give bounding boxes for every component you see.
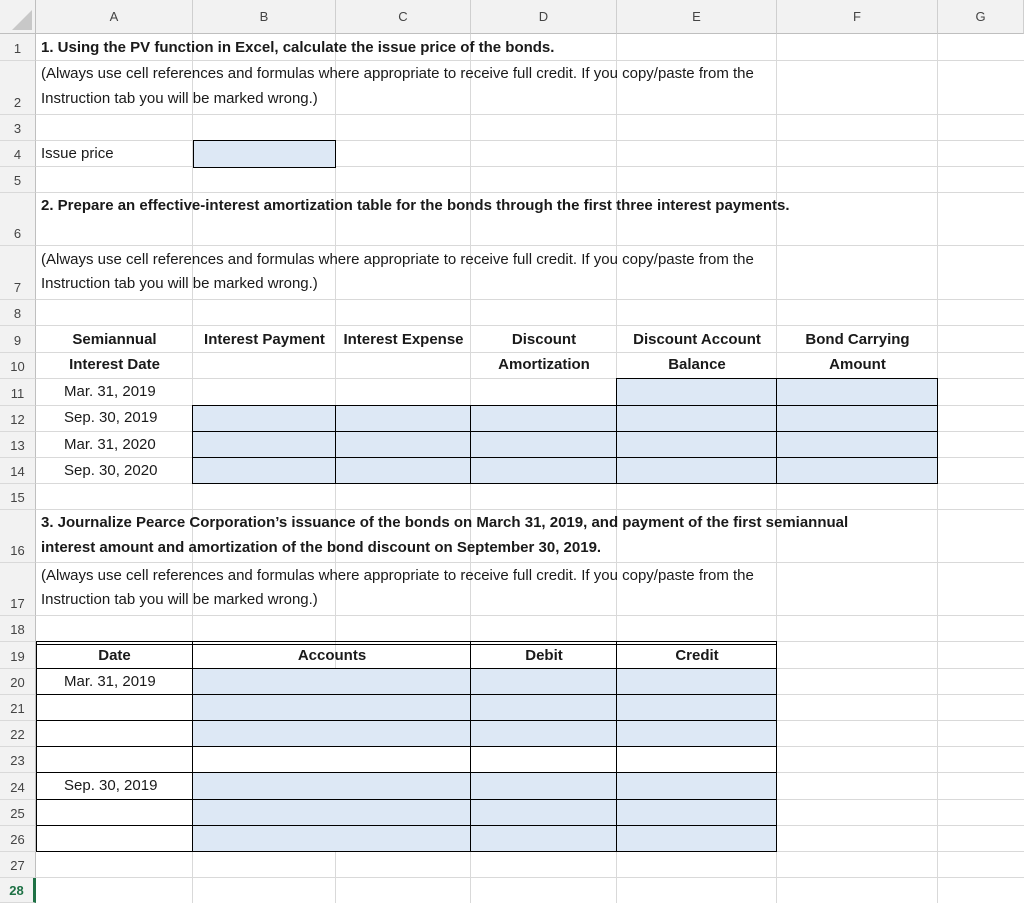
row-header[interactable]: 22 (0, 721, 36, 747)
journal-account-input[interactable] (192, 668, 471, 695)
row-header[interactable]: 10 (0, 353, 36, 379)
column-header-f[interactable]: F (777, 0, 938, 34)
journal-top-border (36, 641, 777, 642)
journal-account-input[interactable] (192, 720, 471, 747)
row-header[interactable]: 7 (0, 246, 36, 300)
row-header[interactable]: 15 (0, 484, 36, 510)
q1-instruction-line2: Instruction tab you will be marked wrong.) (41, 90, 318, 107)
q3-instruction-line1: (Always use cell references and formulas where appropriate to receive full credit. If you copy/paste from the (41, 567, 754, 584)
journal-credit-input[interactable] (616, 694, 777, 721)
row-header[interactable]: 11 (0, 379, 36, 406)
amortization-date: Mar. 31, 2019 (64, 383, 156, 400)
journal-date: Mar. 31, 2019 (64, 673, 156, 690)
journal-credit-cell[interactable] (616, 746, 777, 773)
q2-instruction-line1: (Always use cell references and formulas where appropriate to receive full credit. If you copy/paste from the (41, 251, 754, 268)
q3-title-line2: interest amount and amortization of the bond discount on September 30, 2019. (41, 539, 602, 556)
q1-instruction-line1: (Always use cell references and formulas where appropriate to receive full credit. If you copy/paste from the (41, 65, 754, 82)
row-header[interactable]: 25 (0, 800, 36, 826)
column-header-a[interactable]: A (36, 0, 193, 34)
row-header[interactable]: 1 (0, 34, 36, 61)
discount-amortization-input[interactable] (470, 457, 617, 484)
q3-title-line1: 3. Journalize Pearce Corporation’s issuance of the bonds on March 31, 2019, and payment of the first semiannual (41, 514, 849, 531)
issue-price-label: Issue price (41, 145, 114, 162)
journal-credit-input[interactable] (616, 772, 777, 800)
journal-debit-input[interactable] (470, 694, 617, 721)
interest-expense-input[interactable] (335, 457, 471, 484)
header-semiannual: Semiannual (72, 331, 157, 348)
journal-top-border (36, 644, 777, 645)
discount-balance-input[interactable] (616, 378, 777, 406)
row-header[interactable]: 2 (0, 61, 36, 115)
column-header-d[interactable]: D (471, 0, 617, 34)
row-header[interactable]: 27 (0, 852, 36, 878)
journal-credit-input[interactable] (616, 720, 777, 747)
journal-debit-input[interactable] (470, 825, 617, 852)
row-header[interactable]: 6 (0, 193, 36, 246)
header-interest-date: Interest Date (69, 356, 160, 373)
column-header-b[interactable]: B (193, 0, 336, 34)
journal-date-cell[interactable] (36, 746, 193, 773)
row-header[interactable]: 19 (0, 642, 36, 669)
journal-header-date: Date (98, 647, 131, 664)
header-discount: Discount (511, 331, 577, 348)
header-balance: Balance (668, 356, 726, 373)
journal-credit-input[interactable] (616, 799, 777, 826)
row-header-active[interactable]: 28 (0, 878, 36, 903)
row-header[interactable]: 5 (0, 167, 36, 193)
issue-price-input[interactable] (193, 140, 336, 168)
journal-header-accounts: Accounts (297, 647, 367, 664)
q3-instruction-line2: Instruction tab you will be marked wrong.) (41, 591, 318, 608)
select-all-corner[interactable] (0, 0, 36, 34)
row-header[interactable]: 26 (0, 826, 36, 852)
journal-date-cell[interactable] (36, 825, 193, 852)
header-interest-payment: Interest Payment (204, 331, 325, 348)
journal-date-cell[interactable] (36, 799, 193, 826)
discount-balance-input[interactable] (616, 431, 777, 458)
amortization-date: Mar. 31, 2020 (64, 436, 156, 453)
interest-payment-input[interactable] (192, 457, 336, 484)
row-header[interactable]: 23 (0, 747, 36, 773)
row-header[interactable]: 24 (0, 773, 36, 800)
amortization-date: Sep. 30, 2020 (64, 462, 158, 479)
row-header[interactable]: 13 (0, 432, 36, 458)
amortization-date: Sep. 30, 2019 (64, 409, 158, 426)
header-interest-expense: Interest Expense (343, 331, 464, 348)
journal-header-debit: Debit (525, 647, 563, 664)
row-header[interactable]: 14 (0, 458, 36, 484)
carrying-amount-input[interactable] (776, 405, 938, 432)
journal-date-cell[interactable] (36, 720, 193, 747)
column-header-c[interactable]: C (336, 0, 471, 34)
journal-account-cell[interactable] (192, 746, 471, 773)
journal-debit-input[interactable] (470, 720, 617, 747)
journal-debit-input[interactable] (470, 799, 617, 826)
row-header[interactable]: 8 (0, 300, 36, 326)
row-header[interactable]: 18 (0, 616, 36, 642)
header-discount-account: Discount Account (633, 331, 761, 348)
interest-expense-input[interactable] (335, 431, 471, 458)
row-header[interactable]: 17 (0, 563, 36, 616)
journal-header-credit: Credit (675, 647, 719, 664)
journal-debit-input[interactable] (470, 668, 617, 695)
interest-payment-input[interactable] (192, 405, 336, 432)
header-amortization: Amortization (498, 356, 590, 373)
row-header[interactable]: 3 (0, 115, 36, 141)
q1-title: 1. Using the PV function in Excel, calculate the issue price of the bonds. (41, 39, 555, 56)
row-header[interactable]: 20 (0, 669, 36, 695)
journal-account-input[interactable] (192, 772, 471, 800)
header-bond-carrying: Bond Carrying (805, 331, 910, 348)
carrying-amount-input[interactable] (776, 457, 938, 484)
journal-date-cell[interactable] (36, 694, 193, 721)
row-header[interactable]: 12 (0, 406, 36, 432)
journal-credit-input[interactable] (616, 825, 777, 852)
journal-account-input[interactable] (192, 825, 471, 852)
row-header[interactable]: 9 (0, 326, 36, 353)
discount-balance-input[interactable] (616, 457, 777, 484)
column-header-g[interactable]: G (938, 0, 1024, 34)
journal-account-input[interactable] (192, 694, 471, 721)
row-header[interactable]: 16 (0, 510, 36, 563)
column-header-e[interactable]: E (617, 0, 777, 34)
interest-expense-input[interactable] (335, 405, 471, 432)
journal-account-input[interactable] (192, 799, 471, 826)
row-header[interactable]: 21 (0, 695, 36, 721)
row-header[interactable]: 4 (0, 141, 36, 167)
header-amount: Amount (829, 356, 886, 373)
interest-payment-input[interactable] (192, 431, 336, 458)
carrying-amount-input[interactable] (776, 378, 938, 406)
q2-instruction-line2: Instruction tab you will be marked wrong.) (41, 275, 318, 292)
journal-date: Sep. 30, 2019 (64, 777, 158, 794)
journal-credit-input[interactable] (616, 668, 777, 695)
discount-amortization-input[interactable] (470, 431, 617, 458)
discount-amortization-input[interactable] (470, 405, 617, 432)
carrying-amount-input[interactable] (776, 431, 938, 458)
journal-debit-input[interactable] (470, 772, 617, 800)
q2-title: 2. Prepare an effective-interest amortization table for the bonds through the first three interest payments. (41, 197, 790, 214)
discount-balance-input[interactable] (616, 405, 777, 432)
journal-debit-cell[interactable] (470, 746, 617, 773)
